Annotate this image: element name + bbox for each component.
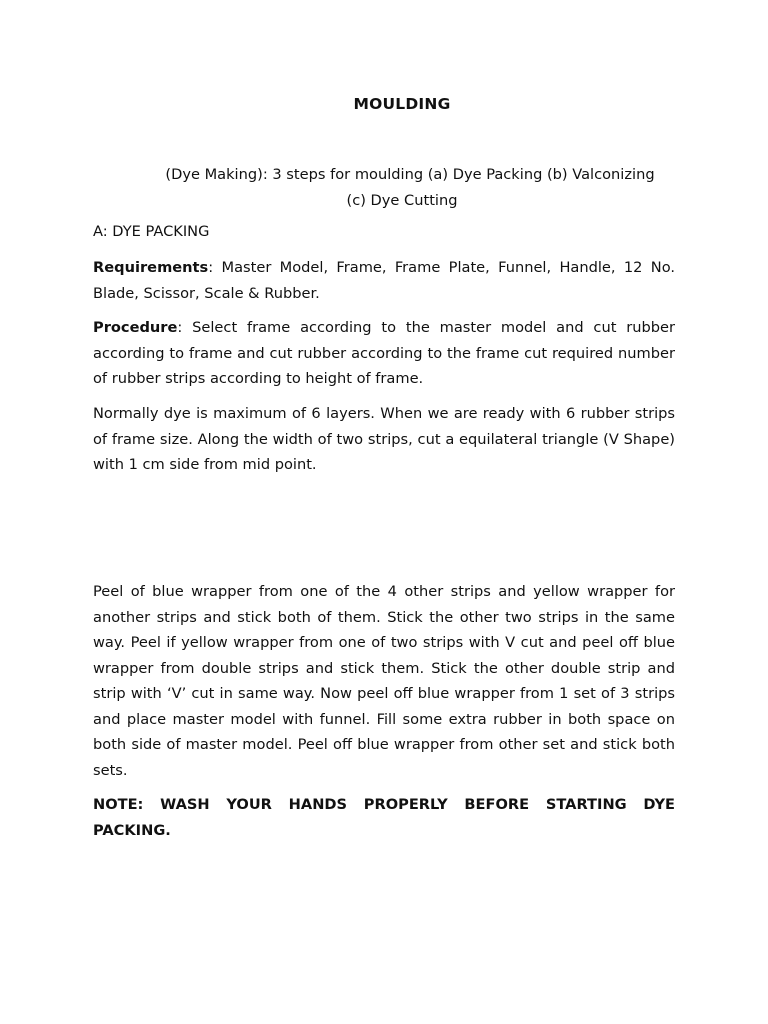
intro-line-1: (Dye Making): 3 steps for moulding (a) Dye Packing (b) Valconizing bbox=[165, 166, 655, 183]
procedure-paragraph bbox=[93, 315, 675, 392]
section-heading: A: DYE PACKING bbox=[93, 223, 210, 240]
procedure-label: Procedure bbox=[93, 319, 178, 336]
note-paragraph: NOTE: WASH YOUR HANDS PROPERLY BEFORE STARTING DYE PACKING. bbox=[93, 796, 675, 839]
procedure-text: : Select frame according to the master model and cut rubber according to frame and cut rubber according to the frame cut required number of rubber strips according to height of frame. bbox=[93, 319, 675, 387]
document-page bbox=[93, 0, 675, 1024]
requirements-text: : Master Model, Frame, Frame Plate, Funnel, Handle, 12 No. Blade, Scissor, Scale & Rubber. bbox=[93, 259, 675, 302]
layers-paragraph: Normally dye is maximum of 6 layers. When we are ready with 6 rubber strips of frame size. Along the width of two strips, cut a equilateral triangle (V Shape) with 1 cm side from mid point. bbox=[93, 405, 675, 473]
intro-line-2: (c) Dye Cutting bbox=[346, 191, 458, 209]
requirements-label: Requirements bbox=[93, 259, 209, 276]
document-title: MOULDING bbox=[353, 95, 451, 113]
peel-paragraph: Peel of blue wrapper from one of the 4 other strips and yellow wrapper for another strips and stick both of them. Stick the other two strips in the same way. Peel if yellow wrapper from one of two strips with V cut and peel off blue wrapper from double strips and stick them. Stick the other double strip and strip with ‘V’ cut in same way. Now peel off blue wrapper from 1 set of 3 strips and place master model with funnel. Fill some extra rubber in both space on both side of master model. Peel off blue wrapper from other set and stick both sets. bbox=[93, 583, 675, 779]
requirements-paragraph bbox=[93, 255, 675, 306]
intro-text bbox=[93, 162, 711, 213]
